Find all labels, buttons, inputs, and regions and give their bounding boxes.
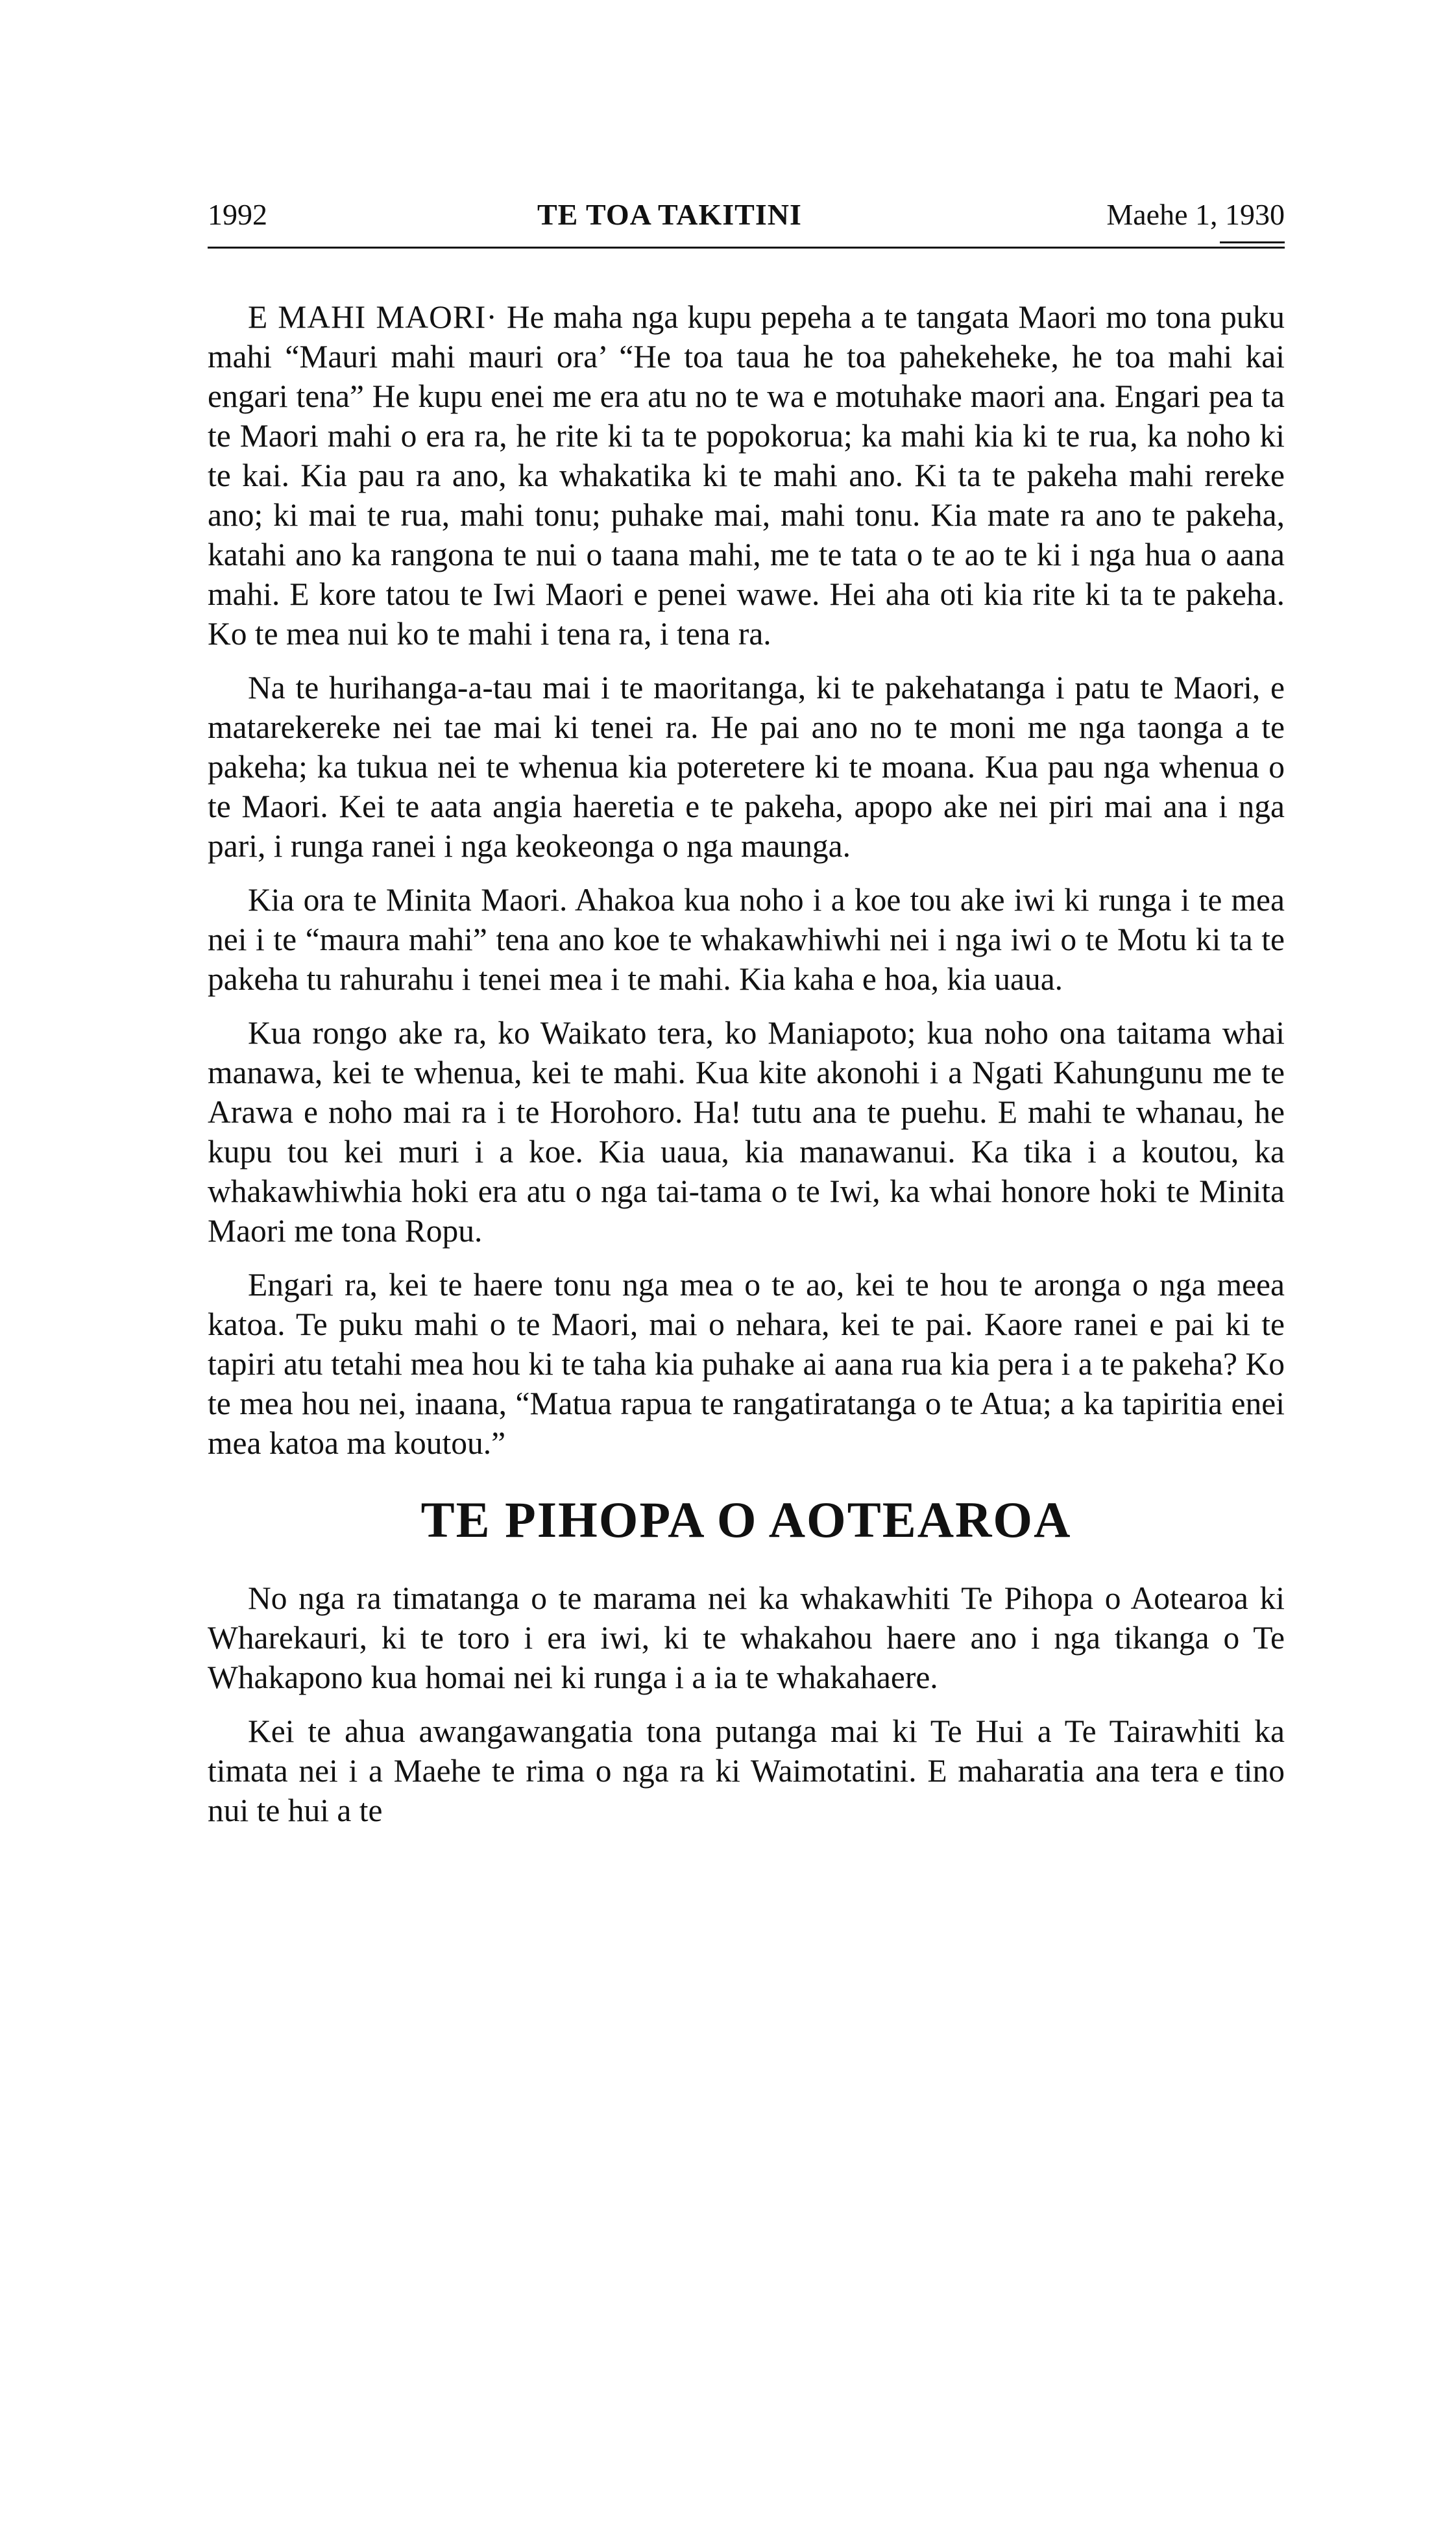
article-lead-in: E MAHI MAORI·	[248, 299, 498, 335]
article-paragraph: Na te hurihanga-a-tau mai i te maoritanga, ki te pakehatanga i patu te Maori, e matarekereke nei tae mai ki tenei ra. He pai ano no te moni me nga taonga a te pakeha; ka tukua nei te whenua kia poteretere ki te moana. Kua pau nga whenua o te Maori. Kei te aata angia haeretia e te pakeha, apopo ake nei piri mai ana i nga pari, i runga ranei i nga keokeonga o nga maunga.	[208, 670, 1285, 864]
section-heading: TE PIHOPA O AOTEAROA	[420, 1491, 1072, 1548]
article-paragraph	[208, 297, 1285, 654]
page-number: 1992	[208, 198, 267, 231]
article-paragraph: Kua rongo ake ra, ko Waikato tera, ko Maniapoto; kua noho ona taitama whai manawa, kei te whenua, kei te mahi. Kua kite akonohi i a Ngati Kahungunu me te Arawa e noho mai ra i te Horohoro. Ha! tutu ana te puehu. E mahi te whanau, he kupu tou kei muri i a koe. Kia uaua, kia manawanui. Ka tika i a koutou, ka whakawhiwhia hoki era atu o nga tai-tama o te Iwi, ka whai honore hoki te Minita Maori me tona Ropu.	[208, 1015, 1285, 1249]
header-rule	[208, 247, 1285, 249]
article-paragraph-text: He maha nga kupu pepeha a te tangata Maori mo tona puku mahi “Mauri mahi mauri ora’ “He toa taua he toa pahekeheke, he toa mahi kai engari tena” He kupu enei me era atu no te wa e motuhake maori ana. Engari pea ta te Maori mahi o era ra, he rite ki ta te popokorua; ka mahi kia ki te rua, ka noho ki te kai. Kia pau ra ano, ka whakatika ki te mahi ano. Ki ta te pakeha mahi rereke ano; ki mai te rua, mahi tonu; puhake mai, mahi tonu. Kia mate ra ano te pakeha, katahi ano ka rangona te nui o taana mahi, me te tata o te ao te ki i nga hua o aana mahi. E kore tatou te Iwi Maori e penei wawe. Hei aha oti kia rite ki ta te pakeha. Ko te mea nui ko te mahi i tena ra, i tena ra.	[208, 299, 1285, 652]
journal-title: TE TOA TAKITINI	[537, 198, 802, 231]
header-rule-accent	[1220, 241, 1285, 243]
article-paragraph: Engari ra, kei te haere tonu nga mea o te ao, kei te hou te aronga o nga meea katoa. Te puku mahi o te Maori, mai o nehara, kei te pai. Kaore ranei e pai ki te tapiri atu tetahi mea hou ki te taha kia puhake ai aana rua kia pera i a te pakeha? Ko te mea hou nei, inaana, “Matua rapua te rangatiratanga o te Atua; a ka tapiritia enei mea katoa ma koutou.”	[208, 1267, 1285, 1461]
running-header	[208, 192, 1285, 238]
section-paragraph: Kei te ahua awangawangatia tona putanga mai ki Te Hui a Te Tairawhiti ka timata nei i a Maehe te rima o nga ra ki Waimotatini. E maharatia ana tera e tino nui te hui a te	[208, 1713, 1285, 1828]
article-paragraph: Kia ora te Minita Maori. Ahakoa kua noho i a koe tou ake iwi ki runga i te mea nei i te “maura mahi” tena ano koe te whakawhiwhi nei i nga iwi o te Motu ki ta te pakeha tu rahurahu i tenei mea i te mahi. Kia kaha e hoa, kia uaua.	[208, 882, 1285, 997]
issue-date: Maehe 1, 1930	[1106, 198, 1285, 231]
newspaper-page	[208, 0, 1285, 2535]
article-body	[208, 297, 1285, 1844]
section-paragraph: No nga ra timatanga o te marama nei ka whakawhiti Te Pihopa o Aotearoa ki Wharekauri, ki te toro i era iwi, ki te whakahou haere ano i nga tikanga o Te Whakapono kua homai nei ki runga i a ia te whakahaere.	[208, 1580, 1285, 1695]
